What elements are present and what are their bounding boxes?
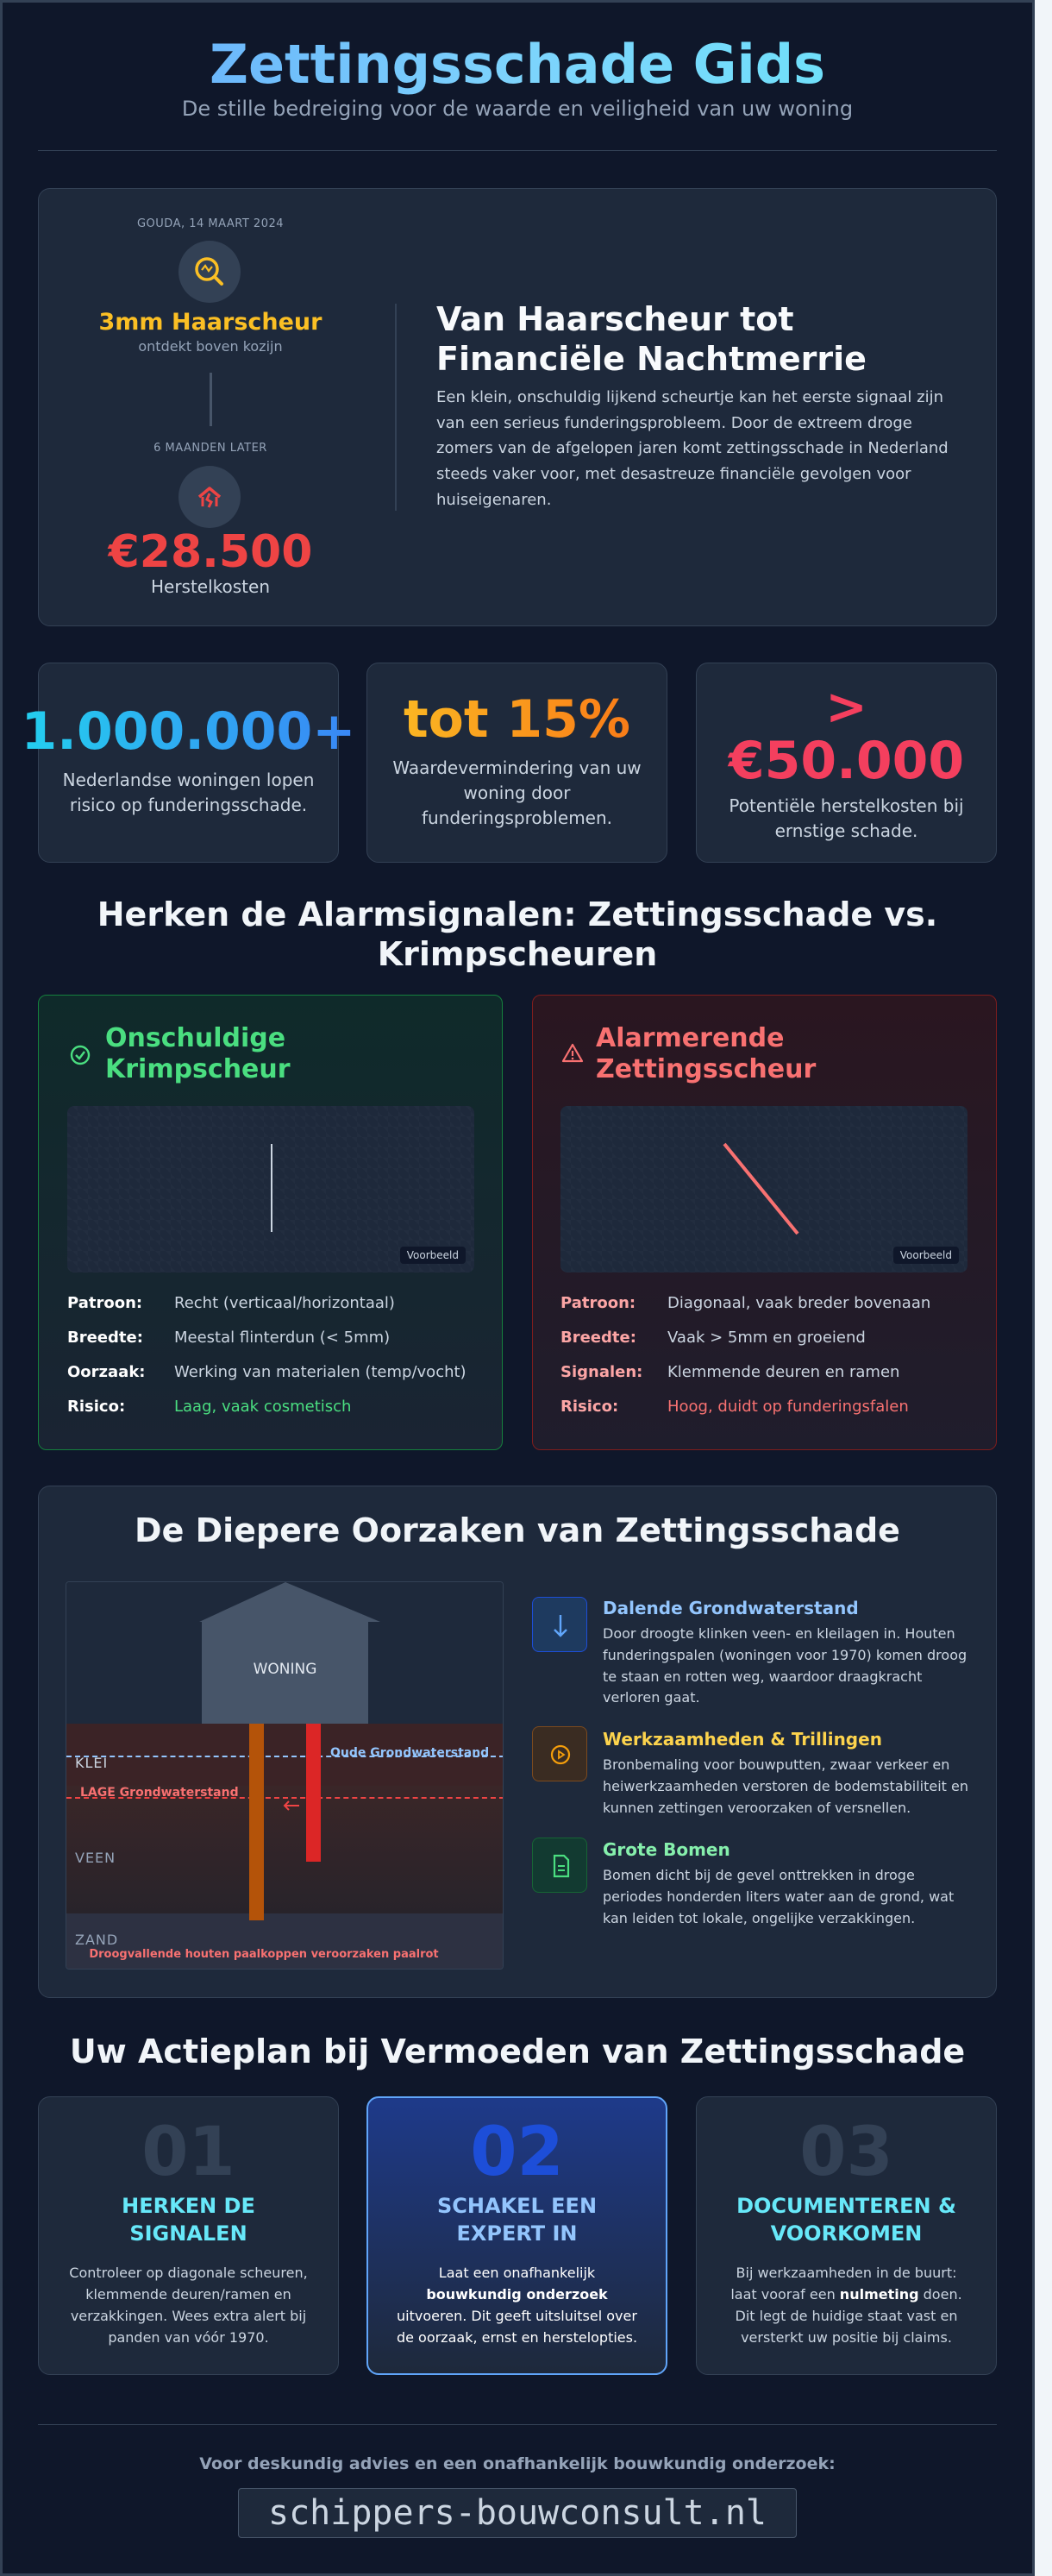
- cause-icon-box-vibration: [532, 1726, 587, 1781]
- step-2-text-line4: de oorzaak, ernst en herstelopties.: [396, 2329, 638, 2346]
- stat-cost-prefix: >: [825, 677, 867, 736]
- safe-photo-tag: Voorbeeld: [400, 1247, 466, 1264]
- footer-divider: [38, 2424, 997, 2425]
- actions-title: Uw Actieplan bij Vermoeden van Zettingsschade: [69, 2033, 966, 2070]
- zand-label: ZAND: [75, 1932, 119, 1948]
- soil-diagram: [66, 1581, 504, 1970]
- alarm-row-risk-key: Risico:: [560, 1398, 619, 1416]
- timeline-later: 6 MAANDEN LATER: [153, 442, 267, 455]
- scrollbar-track[interactable]: [1035, 0, 1052, 2576]
- step-1-number: 01: [141, 2114, 235, 2191]
- wooden-pile-right: [306, 1724, 321, 1862]
- story-divider: [395, 304, 397, 511]
- step-1-text-line4: panden van vóór 1970.: [108, 2329, 269, 2346]
- step-2-text-line3: uitvoeren. Dit geeft uitsluitsel over: [397, 2308, 637, 2324]
- arrow-down-icon: [533, 1598, 588, 1653]
- step-3-text-line1: Bij werkzaamheden in de buurt:: [736, 2265, 957, 2281]
- klei-label: KLEI: [75, 1755, 109, 1771]
- safe-row-risk-key: Risico:: [67, 1398, 126, 1416]
- step-2-title-line2: EXPERT IN: [456, 2221, 578, 2246]
- step-3-text-line2-c: doen.: [918, 2286, 962, 2303]
- step-2-text-line2: bouwkundig onderzoek: [426, 2286, 608, 2303]
- vertical-crack-line: [271, 1144, 272, 1232]
- warning-triangle-icon: [560, 1040, 585, 1066]
- stat-card-risk: [38, 663, 339, 863]
- safe-crack-photo: [67, 1106, 474, 1272]
- veen-label: VEEN: [75, 1850, 116, 1866]
- safe-crack-title: Onschuldige Krimpscheur: [105, 1023, 291, 1084]
- website-link[interactable]: schippers-bouwconsult.nl: [238, 2488, 797, 2538]
- vibration-icon: [533, 1727, 588, 1782]
- alarm-crack-title: Alarmerende Zettingsscheur: [596, 1023, 817, 1084]
- story-text: Een klein, onschuldig lijkend scheurtje kan het eerste signaal zijn van een serieus funderingsprobleem. Door de extreem droge zomers van de afgelopen jaren komt zettingsschade in Nederland steeds vaker voor, met desastreuze financiële gevolgen voor huiseigenaren.: [436, 388, 949, 509]
- alarm-row-width-value: Vaak > 5mm en groeiend: [667, 1329, 866, 1347]
- timeline-house-circle: [178, 466, 241, 528]
- stat-value-text: Waardevermindering van uw woning door funderingsproblemen.: [392, 757, 642, 828]
- alarm-row-signals-value: Klemmende deuren en ramen: [667, 1363, 900, 1381]
- step-3-text-line2: [704, 2284, 988, 2306]
- timeline-first-sub: ontdekt boven kozijn: [138, 338, 283, 355]
- stat-value-value: tot 15%: [366, 690, 667, 750]
- low-water-label: LAGE Grondwaterstand: [80, 1786, 239, 1800]
- step-3-title-line1: DOCUMENTEREN &: [736, 2194, 956, 2218]
- timeline-cost-label: Herstelkosten: [150, 576, 271, 597]
- step-3-text-line2-a: laat vooraf een: [730, 2286, 840, 2303]
- step-1-text-line2: klemmende deuren/ramen en: [85, 2286, 291, 2303]
- zand-layer: [66, 1913, 504, 1970]
- stat-cost-value: €50.000: [728, 731, 965, 791]
- signals-title: Herken de Alarmsignalen: Zettingsschade vs. Krimpscheuren: [97, 895, 938, 973]
- document-icon: [533, 1838, 588, 1894]
- step-3-title-line2: VOORKOMEN: [770, 2221, 923, 2246]
- timeline-first-title: 3mm Haarscheur: [98, 309, 322, 336]
- cause-icon-box-trees: [532, 1838, 587, 1893]
- wooden-pile-left: [249, 1724, 264, 1920]
- step-2-number: 02: [470, 2114, 564, 2191]
- alarm-row-risk-value: Hoog, duidt op funderingsfalen: [667, 1398, 909, 1416]
- cause-trees-text: Bomen dicht bij de gevel onttrekken in droge periodes honderden liters water aan de grond, wat kan leiden tot lokale, ongelijke verzakkingen.: [603, 1867, 955, 1926]
- cause-vibration-text: Bronbemaling voor bouwputten, zwaar verkeer en heiwerkzaamheden verstoren de bodemstabiliteit en kunnen zettingen veroorzaken of versnellen.: [603, 1756, 969, 1816]
- step-1-title-line1: HERKEN DE: [122, 2194, 255, 2218]
- step-3-text-line3: Dit legt de huidige staat vast en: [735, 2308, 958, 2324]
- alarm-crack-photo: [560, 1106, 967, 1272]
- timeline-search-circle: [178, 241, 241, 303]
- stat-risk-text: Nederlandse woningen lopen risico op funderingsschade.: [62, 770, 315, 815]
- step-3-text-line2-bold: nulmeting: [839, 2286, 919, 2303]
- house-roof: [66, 1582, 504, 1625]
- cause-water-text: Door droogte klinken veen- en kleilagen in. Houten funderingspalen (woningen voor 1970) komen droog te staan en rotten weg, waardoor draagkracht verloren gaat.: [603, 1625, 967, 1706]
- timeline-connector: [210, 373, 212, 426]
- header-divider: [38, 150, 997, 151]
- old-water-label: Oude Grondwaterstand: [330, 1746, 490, 1760]
- safe-row-width-key: Breedte:: [67, 1329, 143, 1347]
- alarm-row-width-key: Breedte:: [560, 1329, 636, 1347]
- timeline-cost: €28.500: [108, 526, 313, 578]
- alarm-photo-tag: Voorbeeld: [893, 1247, 959, 1264]
- step-3-number: 03: [799, 2114, 893, 2191]
- cause-water-title: Dalende Grondwaterstand: [603, 1598, 859, 1618]
- house-body: WONING: [202, 1622, 368, 1724]
- stat-cost-text: Potentiële herstelkosten bij ernstige schade.: [729, 795, 964, 841]
- step-1-text-line1: Controleer op diagonale scheuren,: [69, 2265, 308, 2281]
- stat-risk-value: 1.000.000+: [0, 702, 377, 762]
- cause-icon-box-water: [532, 1597, 587, 1652]
- step-1-title-line2: SIGNALEN: [129, 2221, 247, 2246]
- broken-house-icon: [178, 466, 241, 528]
- safe-row-width-value: Meestal flinterdun (< 5mm): [174, 1329, 391, 1347]
- arrow-left-icon: [282, 1800, 301, 1812]
- footer-text: Voor deskundig advies en een onafhankelijk bouwkundig onderzoek:: [199, 2454, 836, 2473]
- step-3-text-line4: versterkt uw positie bij claims.: [741, 2329, 952, 2346]
- safe-row-cause-value: Werking van materialen (temp/vocht): [174, 1363, 467, 1381]
- alarm-row-pattern-key: Patroon:: [560, 1294, 636, 1312]
- step-1-text-line3: verzakkingen. Wees extra alert bij: [70, 2308, 307, 2324]
- alarm-row-signals-key: Signalen:: [560, 1363, 643, 1381]
- step-2-text-line1: Laat een onafhankelijk: [438, 2265, 596, 2281]
- timeline-date: GOUDA, 14 MAART 2024: [136, 217, 285, 230]
- safe-row-pattern-value: Recht (verticaal/horizontaal): [174, 1294, 395, 1312]
- check-circle-icon: [67, 1042, 93, 1068]
- cause-trees-title: Grote Bomen: [603, 1839, 730, 1860]
- alarm-row-pattern-value: Diagonaal, vaak breder bovenaan: [667, 1294, 931, 1312]
- cause-vibration-title: Werkzaamheden & Trillingen: [603, 1729, 882, 1750]
- diagram-caption: Droogvallende houten paalkoppen veroorzaken paalrot: [89, 1948, 439, 1961]
- safe-row-risk-value: Laag, vaak cosmetisch: [174, 1398, 352, 1416]
- step-2-title-line1: SCHAKEL EEN: [436, 2194, 598, 2218]
- story-title: Van Haarscheur tot Financiële Nachtmerrie: [436, 300, 867, 378]
- causes-title: De Diepere Oorzaken van Zettingsschade: [135, 1511, 900, 1549]
- page-title: Zettingsschade Gids: [0, 33, 1035, 96]
- magnifier-icon: [178, 241, 241, 303]
- page-subtitle: De stille bedreiging voor de waarde en veiligheid van uw woning: [181, 97, 854, 121]
- safe-row-cause-key: Oorzaak:: [67, 1363, 146, 1381]
- safe-row-pattern-key: Patroon:: [67, 1294, 143, 1312]
